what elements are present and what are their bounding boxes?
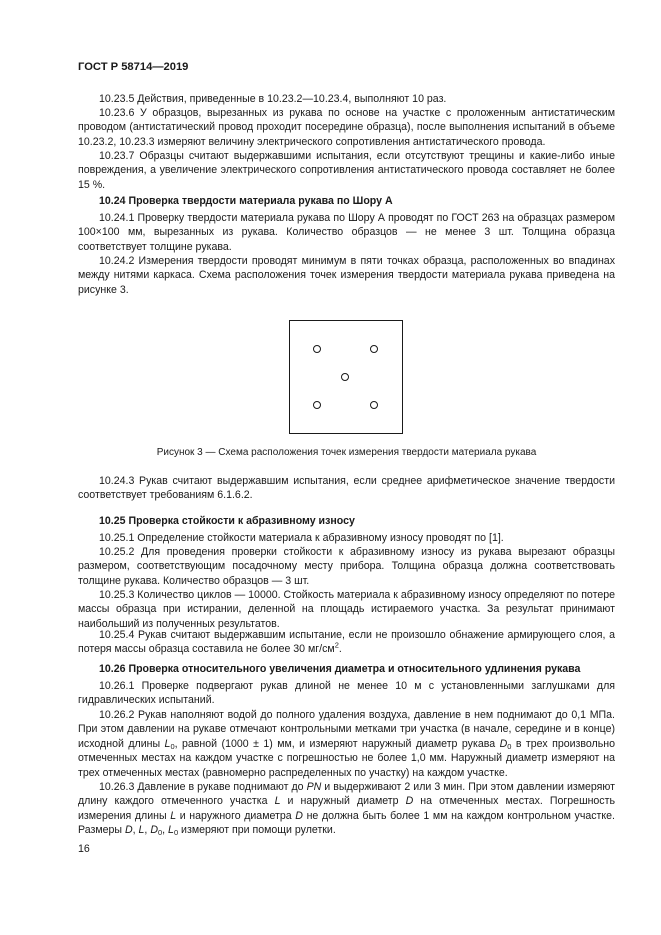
measurement-point-bottom-right	[370, 401, 378, 409]
paragraph-10-26-1: 10.26.1 Проверке подвергают рукав длиной не менее 10 м с установленными заглушками для гидравлических испытаний.	[78, 680, 615, 707]
page-number: 16	[78, 843, 90, 855]
paragraph-10-25-4: 10.25.4 Рукав считают выдержавшим испытание, если не произошло обнажение армирующего слоя, а потеря массы образца составила не более 30 $мг/см^2$.	[78, 629, 615, 656]
paragraph-10-23-6: 10.23.6 У образцов, вырезанных из рукава по основе на участке с проложенным антистатическим проводом (антистатический провод проходит посередине образца), после выполнения испытаний в объеме 10.23.2, 10.23.3 измеряют величину электрического сопротивления антистатического провода.	[78, 107, 615, 148]
paragraph-10-25-3: 10.25.3 Количество циклов — 10000. Стойкость материала к абразивному износу определяют по потере массы образца при истирании, деленной на площадь истираемого участка. За результат принимают наибольший из полученных результатов.	[78, 589, 615, 630]
measurement-point-top-right	[370, 345, 378, 353]
paragraph-10-26-3: 10.26.3 Давление в рукаве поднимают до PN и выдерживают 2 или 3 мин. При этом давлении измеряют длину каждого отмеченного участка L и наружный диаметр D на отмеченных местах. Погрешность измерения длины L и наружного диаметра D не должна быть более 1 мм на каждом контрольном участке. Размеры D, L, $D_0$, $L_0$ измеряют при помощи рулетки.	[78, 781, 615, 838]
paragraph-10-23-7: 10.23.7 Образцы считают выдержавшими испытания, если отсутствуют трещины и какие-либо иные повреждения, а увеличение электрического сопротивления антистатического провода составляет не более 15 %.	[78, 150, 615, 191]
paragraph-10-25-2: 10.25.2 Для проведения проверки стойкости к абразивному износу из рукава вырезают образцы размером, соответствующим посадочному месту прибора. Толщина образца должна соответствовать толщине рукава. Количество образцов — 3 шт.	[78, 546, 615, 587]
measurement-point-center	[341, 373, 349, 381]
section-heading-10-26: 10.26 Проверка относительного увеличения диаметра и относительного удлинения рукава	[99, 663, 581, 675]
paragraph-10-24-3: 10.24.3 Рукав считают выдержавшим испытания, если среднее арифметическое значение твердости соответствует требованиям 6.1.6.2.	[78, 475, 615, 502]
document-header: ГОСТ Р 58714—2019	[78, 61, 189, 73]
section-heading-10-25: 10.25 Проверка стойкости к абразивному износу	[99, 515, 355, 527]
paragraph-10-24-1: 10.24.1 Проверку твердости материала рукава по Шору А проводят по ГОСТ 263 на образцах размером 100×100 мм, вырезанных из рукава. Количество образцов — не менее 3 шт. Толщина образца соответствует толщине рукава.	[78, 212, 615, 253]
section-heading-10-24: 10.24 Проверка твердости материала рукава по Шору А	[99, 195, 393, 207]
paragraph-10-24-2: 10.24.2 Измерения твердости проводят минимум в пяти точках образца, расположенных во впадинах между нитями каркаса. Схема расположения точек измерения твердости материала рукава приведена на рисунке 3.	[78, 255, 615, 296]
figure-caption: Рисунок 3 — Схема расположения точек измерения твердости материала рукава	[156, 447, 537, 458]
hardness-measurement-scheme-figure	[289, 320, 403, 434]
paragraph-10-26-2: 10.26.2 Рукав наполняют водой до полного удаления воздуха, давление в нем поднимают до 0,1 МПа. При этом давлении на рукаве отмечают контрольными метками три участка (в начале, середине и в конце) исходной длины $L_0$, равной (1000 ± 1) мм, и измеряют наружный диаметр рукава $D_0$ в трех произвольно отмеченных местах на каждом участке с погрешностью не более 1,0 мм. Наружный диаметр измеряют на трех отмеченных местах (равномерно распределенных по участку) на каждом участке.	[78, 709, 615, 779]
paragraph-10-25-1: 10.25.1 Определение стойкости материала к абразивному износу проводят по [1].	[99, 532, 504, 544]
measurement-point-top-left	[313, 345, 321, 353]
measurement-point-bottom-left	[313, 401, 321, 409]
paragraph-10-23-5: 10.23.5 Действия, приведенные в 10.23.2—10.23.4, выполняют 10 раз.	[99, 93, 447, 105]
